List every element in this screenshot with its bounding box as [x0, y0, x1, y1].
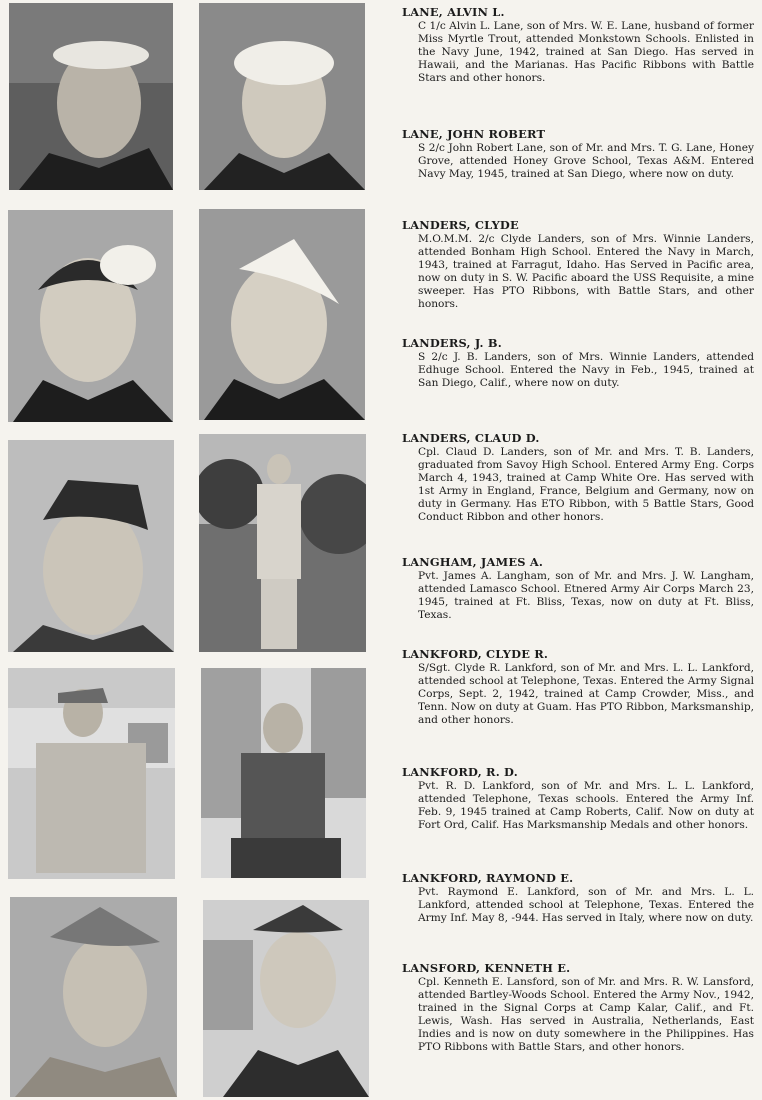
entry-name: LANKFORD, R. D.: [402, 765, 518, 779]
entry-bio: Pvt. James A. Langham, son of Mr. and Mrs. J. W. Langham, attended Lamasco School. Etnered Army Air Corps March 23, 1945, trained at Ft. Bliss, Texas, now on duty at Ft. Bliss, Texas.: [418, 570, 754, 622]
entry-bio: C 1/c Alvin L. Lane, son of Mrs. W. E. Lane, husband of former Miss Myrtle Trout, attended Monkstown Schools. Enlisted in the Navy June, 1942, trained at San Diego. Has served in Hawaii, and the Marianas. Has Pacific Ribbons with Battle Stars and other honors.: [418, 20, 754, 85]
entry-lansford: [402, 962, 754, 1055]
photo-lankford-raymond: [10, 897, 177, 1097]
entry-lankford-raymond: [402, 872, 754, 925]
photo-landers-clyde: [8, 210, 173, 422]
entry-bio: Cpl. Claud D. Landers, son of Mr. and Mrs. T. B. Landers, graduated from Savoy High School. Entered Army Eng. Corps March 4, 1943, trained at Camp White Ore. Has served with 1st Army in England, France, Belgium and Germany, now on duty in Germany. Has ETO Ribbon, with 5 Battle Stars, Good Conduct Ribbon and other honors.: [418, 446, 754, 524]
entry-langham: [402, 556, 754, 622]
photo-lankford-clyde: [8, 668, 175, 879]
entry-name: LANDERS, J. B.: [402, 336, 502, 350]
entry-name: LANDERS, CLAUD D.: [402, 431, 540, 445]
entry-bio: M.O.M.M. 2/c Clyde Landers, son of Mrs. Winnie Landers, attended Bonham High School. Entered the Navy in March, 1943, trained at Farragut, Idaho. Has Served in Pacific area, now on duty in S. W. Pacific aboard the USS Requisite, a mine sweeper. Has PTO Ribbons, with Battle Stars, and other honors.: [418, 233, 754, 311]
entry-name: LANKFORD, CLYDE R.: [402, 647, 549, 661]
entry-name: LANSFORD, KENNETH E.: [402, 961, 571, 975]
photo-lansford: [203, 900, 369, 1097]
entry-bio: S 2/c John Robert Lane, son of Mr. and Mrs. T. G. Lane, Honey Grove, attended Honey Grove School, Texas A&M. Entered Navy May, 1945, trained at San Diego, where now on duty.: [418, 142, 754, 181]
entry-bio: Pvt. Raymond E. Lankford, son of Mr. and Mrs. L. L. Lankford, attended school at Telephone, Texas. Entered the Army Inf. May 8, -944. Has served in Italy, where now on duty.: [418, 886, 754, 925]
entry-landers-clyde: [402, 219, 754, 312]
entry-name: LANDERS, CLYDE: [402, 218, 519, 232]
entry-name: LANKFORD, RAYMOND E.: [402, 871, 574, 885]
entry-bio: Cpl. Kenneth E. Lansford, son of Mr. and Mrs. R. W. Lansford, attended Bartley-Woods School. Entered the Army Nov., 1942, trained in the Signal Corps at Camp Kalar, Calif., and Ft. Lewis, Wash. Has served in Australia, Netherlands, East Indies and is now on duty somewhere in the Philippines. Has PTO Ribbons with Battle Stars, and other honors.: [418, 976, 754, 1054]
photo-lankford-rd: [201, 668, 366, 878]
entry-name: LANE, ALVIN L.: [402, 5, 505, 19]
photo-landers-jb: [199, 209, 365, 420]
photo-lane-alvin: [9, 3, 173, 190]
entry-landers-claud: [402, 432, 754, 525]
entry-lankford-rd: [402, 766, 754, 832]
entry-bio: Pvt. R. D. Lankford, son of Mr. and Mrs. L. L. Lankford, attended Telephone, Texas schools. Entered the Army Inf. Feb. 9, 1945 trained at Camp Roberts, Calif. Now on duty at Fort Ord, Calif. Has Marksmanship Medals and other honors.: [418, 780, 754, 832]
entry-name: LANE, JOHN ROBERT: [402, 127, 546, 141]
entry-name: LANGHAM, JAMES A.: [402, 555, 544, 569]
entry-landers-jb: [402, 337, 754, 390]
entry-lankford-clyde: [402, 648, 754, 727]
entry-lane-john: [402, 128, 754, 181]
photo-landers-claud: [8, 440, 174, 652]
entry-lane-alvin: [402, 6, 754, 85]
photo-langham: [199, 434, 366, 652]
entry-bio: S/Sgt. Clyde R. Lankford, son of Mr. and Mrs. L. L. Lankford, attended school at Telephone, Texas. Entered the Army Signal Corps, Sept. 2, 1942, trained at Camp Crowder, Miss., and Tenn. Now on duty at Guam. Has PTO Ribbon, Marksmanship, and other honors.: [418, 662, 754, 727]
photo-lane-john: [199, 3, 365, 190]
entry-bio: S 2/c J. B. Landers, son of Mrs. Winnie Landers, attended Edhuge School. Entered the Navy in Feb., 1945, trained at San Diego, Calif., where now on duty.: [418, 351, 754, 390]
